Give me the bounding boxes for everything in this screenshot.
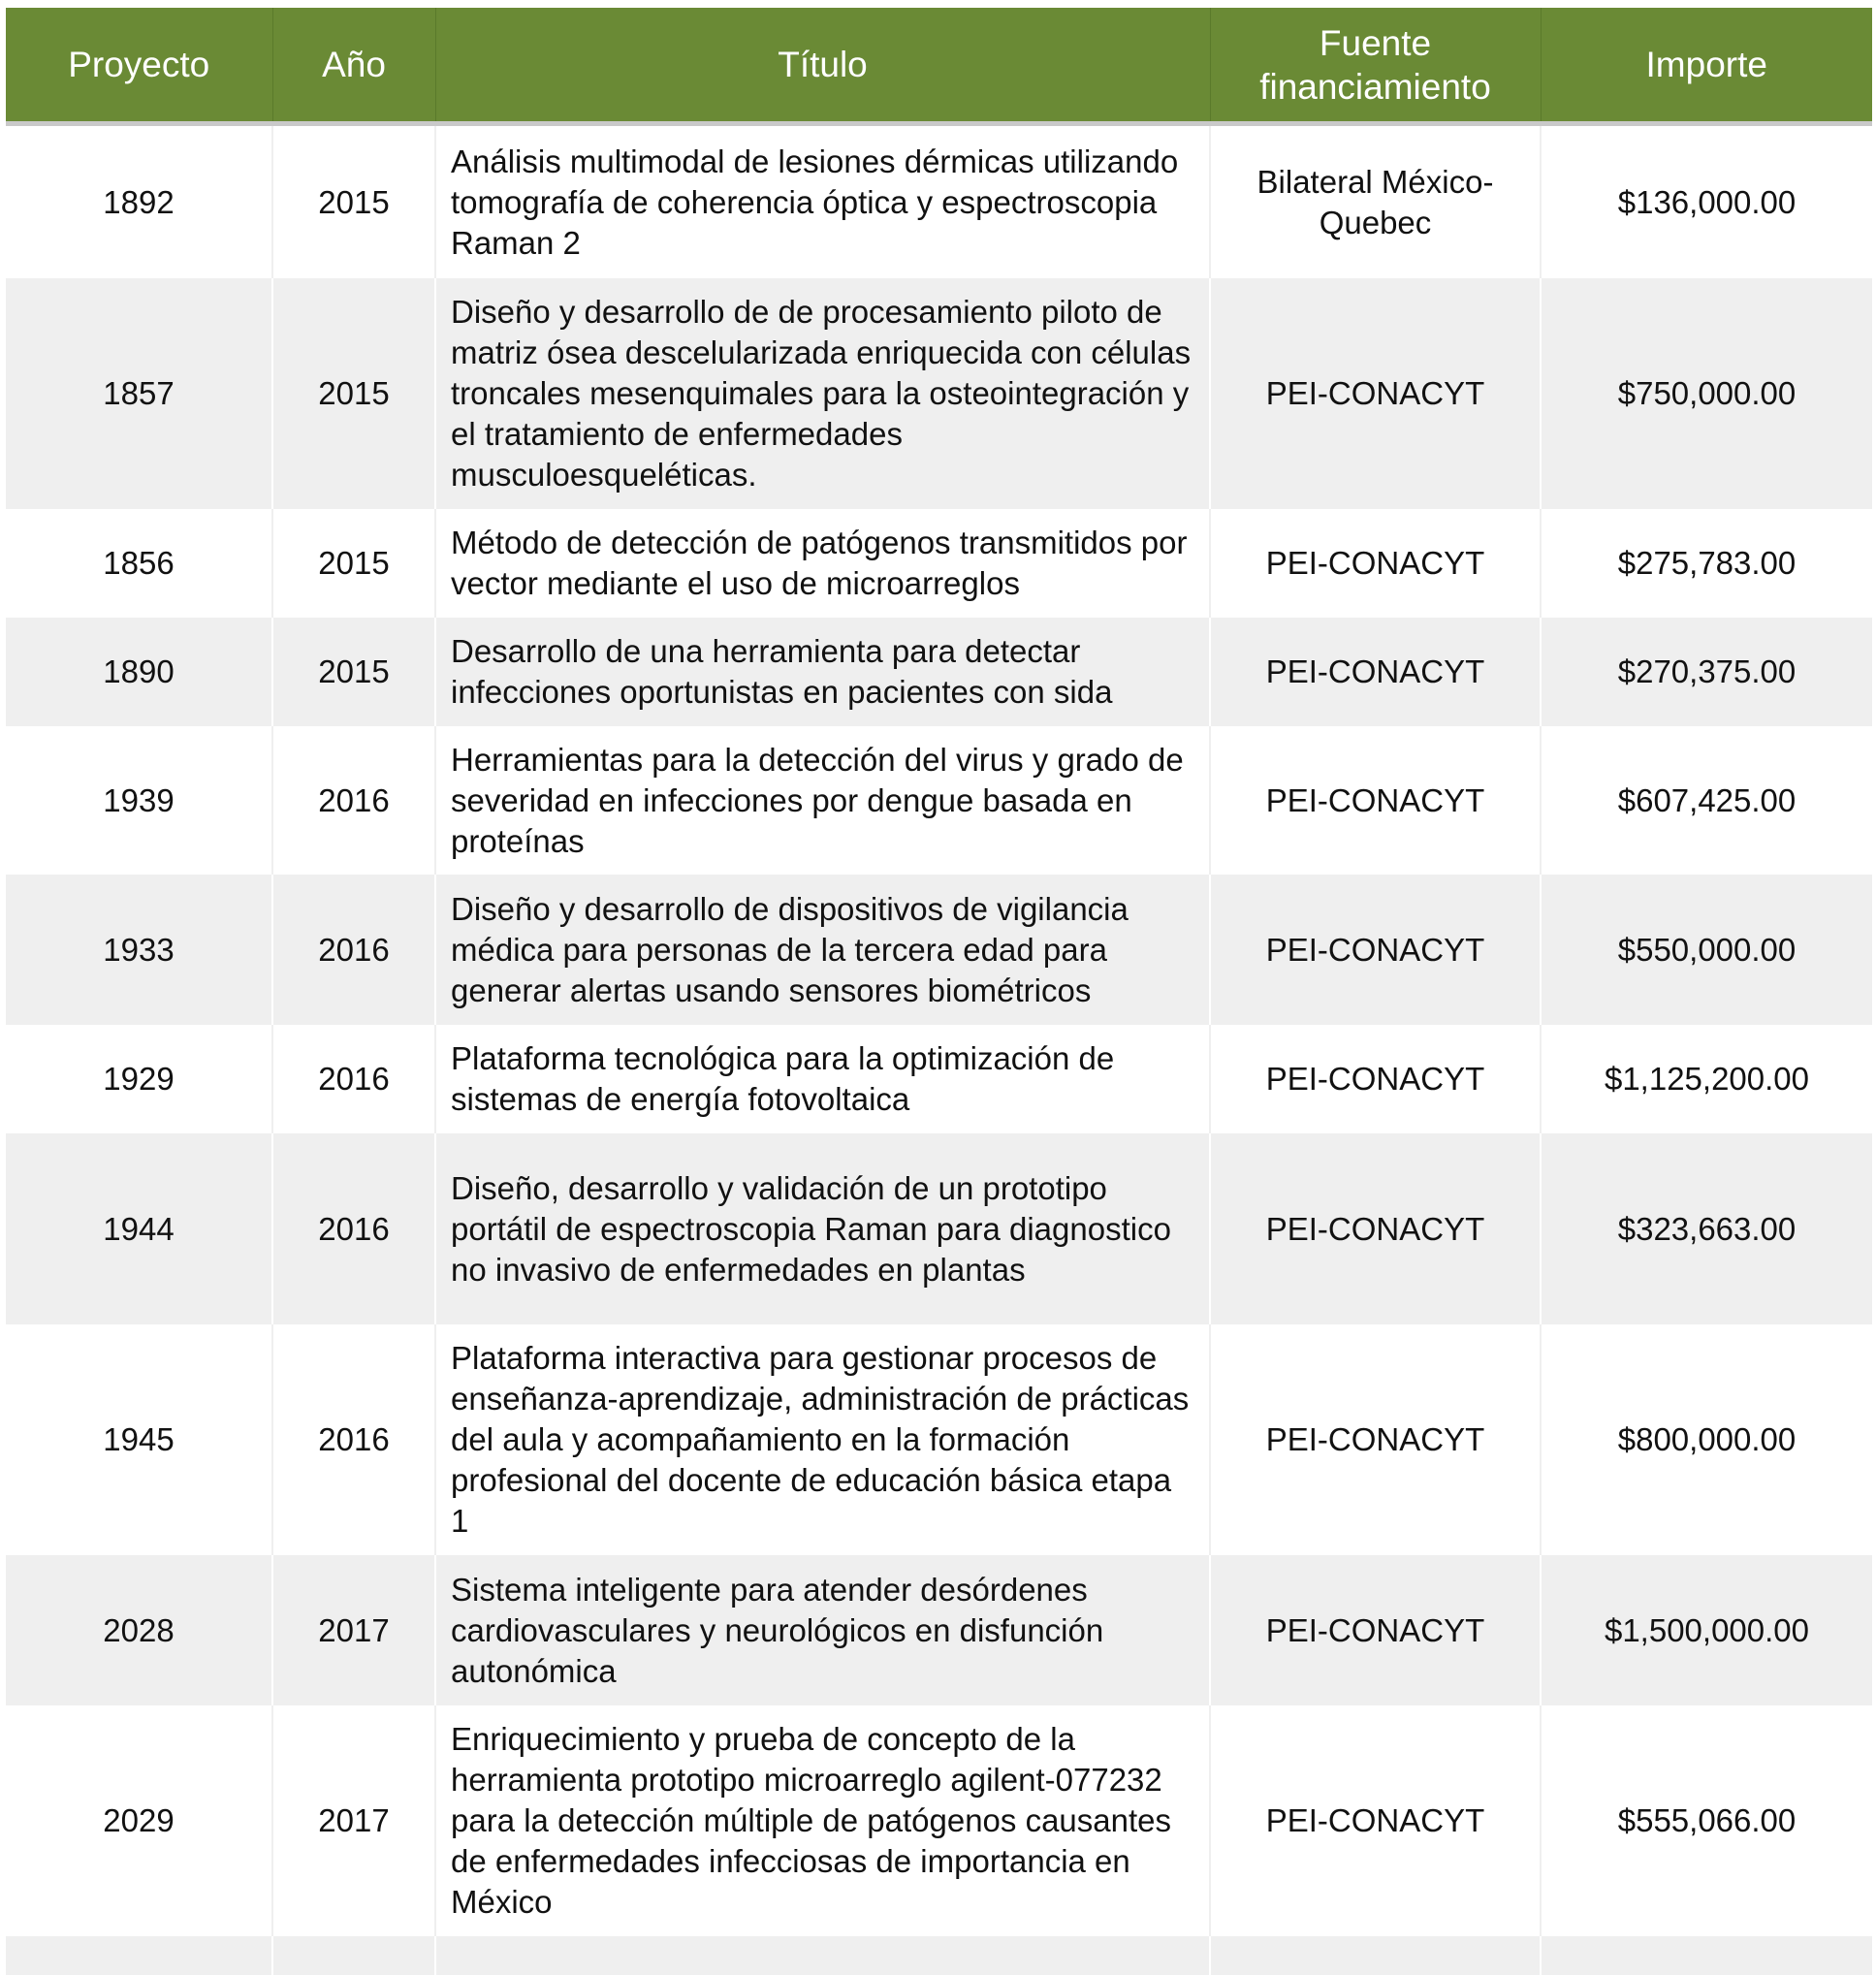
cell-importe: $1,500,000.00: [1541, 1555, 1872, 1705]
table-row: [6, 1555, 1872, 1705]
cell-titulo: Diseño y desarrollo de dispositivos de vigilancia médica para personas de la tercera edad para generar alertas usando sensores biométricos: [435, 875, 1210, 1025]
projects-table-container: [6, 8, 1872, 1975]
cell-fuente: [1210, 124, 1541, 279]
cell-fuente: PEI-CONACYT: [1210, 509, 1541, 618]
cell-titulo: Plataforma tecnológica para la optimización de sistemas de energía fotovoltaica: [435, 1025, 1210, 1133]
cell-fuente: PEI-CONACYT: [1210, 1025, 1541, 1133]
table-header: [6, 8, 1872, 124]
cell-empty: [6, 1936, 272, 1975]
cell-proyecto: 1944: [6, 1133, 272, 1324]
table-row: [6, 1324, 1872, 1555]
cell-fuente: PEI-CONACYT: [1210, 875, 1541, 1025]
cell-titulo: Enriquecimiento y prueba de concepto de la herramienta prototipo microarreglo agilent-077232 para la detección múltiple de patógenos causantes de enfermedades infecciosas de importancia en México: [435, 1705, 1210, 1936]
header-fuente: [1210, 8, 1541, 124]
header-proyecto: Proyecto: [6, 8, 272, 124]
header-row: [6, 8, 1872, 124]
cell-anio: 2016: [272, 1324, 435, 1555]
cell-importe: $270,375.00: [1541, 618, 1872, 726]
header-titulo: Título: [435, 8, 1210, 124]
table-row: [6, 509, 1872, 618]
cell-titulo: Diseño, desarrollo y validación de un prototipo portátil de espectroscopia Raman para diagnostico no invasivo de enfermedades en plantas: [435, 1133, 1210, 1324]
cell-fuente: PEI-CONACYT: [1210, 1555, 1541, 1705]
table-row: [6, 726, 1872, 875]
table-row: [6, 124, 1872, 279]
cell-anio: 2017: [272, 1555, 435, 1705]
cell-importe: $555,066.00: [1541, 1705, 1872, 1936]
cell-titulo: Diseño y desarrollo de de procesamiento piloto de matriz ósea descelularizada enriquecida con células troncales mesenquimales para la osteointegración y el tratamiento de enfermedades musculoesqueléticas.: [435, 278, 1210, 509]
cell-proyecto: 2028: [6, 1555, 272, 1705]
cell-importe: $800,000.00: [1541, 1324, 1872, 1555]
projects-table: [6, 8, 1872, 1975]
cell-titulo: Plataforma interactiva para gestionar procesos de enseñanza-aprendizaje, administración de prácticas del aula y acompañamiento en la formación profesional del docente de educación básica etapa 1: [435, 1324, 1210, 1555]
cell-proyecto: 1892: [6, 124, 272, 279]
cell-proyecto: 1933: [6, 875, 272, 1025]
cell-importe: $275,783.00: [1541, 509, 1872, 618]
table-row: [6, 1025, 1872, 1133]
cell-proyecto: 2029: [6, 1705, 272, 1936]
cell-proyecto: 1939: [6, 726, 272, 875]
cell-anio: 2016: [272, 1133, 435, 1324]
cell-empty: [1541, 1936, 1872, 1975]
cell-anio: 2015: [272, 509, 435, 618]
cell-proyecto: 1857: [6, 278, 272, 509]
table-row: [6, 1705, 1872, 1936]
table-row-partial: [6, 1936, 1872, 1975]
cell-importe: $607,425.00: [1541, 726, 1872, 875]
cell-empty: [272, 1936, 435, 1975]
table-row: [6, 1133, 1872, 1324]
cell-anio: 2015: [272, 278, 435, 509]
cell-titulo: Herramientas para la detección del virus y grado de severidad en infecciones por dengue basada en proteínas: [435, 726, 1210, 875]
cell-proyecto: 1856: [6, 509, 272, 618]
cell-fuente: PEI-CONACYT: [1210, 1705, 1541, 1936]
cell-anio: 2015: [272, 618, 435, 726]
cell-titulo: Sistema inteligente para atender desórdenes cardiovasculares y neurológicos en disfunción autonómica: [435, 1555, 1210, 1705]
cell-proyecto: 1945: [6, 1324, 272, 1555]
cell-empty: [1210, 1936, 1541, 1975]
cell-fuente: PEI-CONACYT: [1210, 618, 1541, 726]
cell-importe: $750,000.00: [1541, 278, 1872, 509]
cell-anio: 2016: [272, 875, 435, 1025]
header-anio: Año: [272, 8, 435, 124]
cell-fuente: PEI-CONACYT: [1210, 726, 1541, 875]
table-row: [6, 875, 1872, 1025]
header-fuente-label: Fuente financiamiento: [1259, 21, 1492, 109]
cell-titulo: Análisis multimodal de lesiones dérmicas utilizando tomografía de coherencia óptica y espectroscopia Raman 2: [435, 124, 1210, 279]
cell-importe: $323,663.00: [1541, 1133, 1872, 1324]
cell-fuente: PEI-CONACYT: [1210, 1324, 1541, 1555]
cell-proyecto: 1929: [6, 1025, 272, 1133]
cell-titulo: Desarrollo de una herramienta para detectar infecciones oportunistas en pacientes con sida: [435, 618, 1210, 726]
header-importe: Importe: [1541, 8, 1872, 124]
cell-anio: 2015: [272, 124, 435, 279]
cell-empty: [435, 1936, 1210, 1975]
cell-importe: $136,000.00: [1541, 124, 1872, 279]
table-row: [6, 278, 1872, 509]
cell-proyecto: 1890: [6, 618, 272, 726]
cell-anio: 2017: [272, 1705, 435, 1936]
cell-fuente-label: Bilateral México-Quebec: [1250, 162, 1502, 243]
cell-importe: $550,000.00: [1541, 875, 1872, 1025]
cell-importe: $1,125,200.00: [1541, 1025, 1872, 1133]
cell-anio: 2016: [272, 726, 435, 875]
cell-fuente: PEI-CONACYT: [1210, 278, 1541, 509]
cell-anio: 2016: [272, 1025, 435, 1133]
table-body: [6, 124, 1872, 1975]
cell-fuente: PEI-CONACYT: [1210, 1133, 1541, 1324]
table-row: [6, 618, 1872, 726]
cell-titulo: Método de detección de patógenos transmitidos por vector mediante el uso de microarreglos: [435, 509, 1210, 618]
